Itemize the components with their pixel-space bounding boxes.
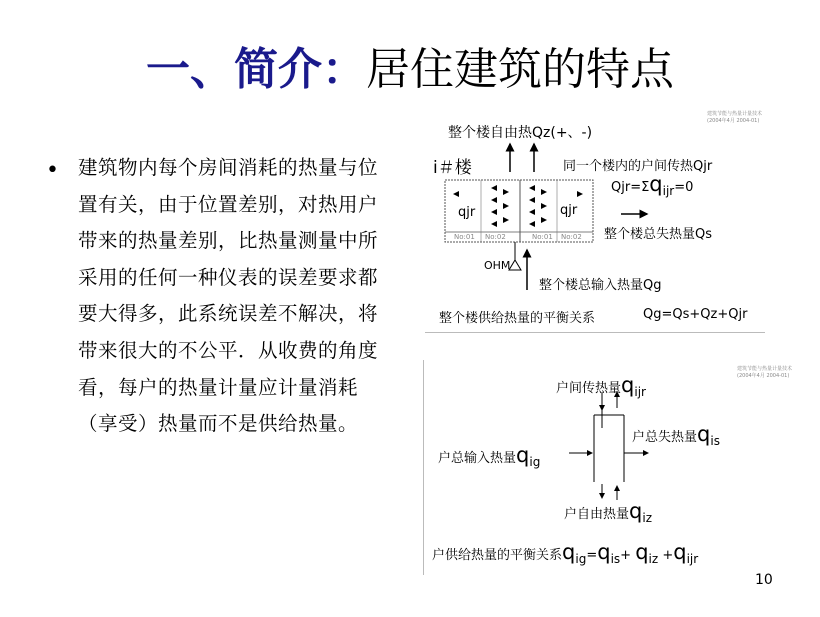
household-free-sub: iz — [642, 511, 652, 525]
balance-term-2-sub: is — [610, 552, 621, 566]
balance-term-2-q: q — [597, 540, 611, 564]
building-outline — [445, 180, 593, 242]
page-title — [0, 42, 820, 98]
building-heat-balance-diagram — [425, 100, 765, 333]
balance-q-symbol: q — [649, 172, 663, 196]
building-diagram-graphics — [425, 100, 765, 332]
balance-term-1-op: = — [586, 548, 598, 563]
unit-label-4: No:02 — [561, 233, 582, 241]
unit-label-3: No:01 — [532, 233, 553, 241]
household-loss-q: q — [697, 422, 711, 446]
household-loss-text: 户总失热量 — [632, 430, 698, 445]
household-transfer-q: q — [621, 373, 635, 397]
internal-transfer-label: 同一个楼内的户间传热Qjr — [563, 159, 713, 174]
household-loss-sub: is — [710, 434, 720, 448]
building-input-label: 整个楼总输入热量Qg — [539, 278, 662, 293]
household-free-text: 户自由热量 — [564, 507, 630, 522]
ohm-label: OHM — [484, 259, 511, 272]
balance-term-3-sub: iz — [648, 552, 659, 566]
household-transfer-text: 户间传热量 — [556, 381, 622, 396]
figure2-caption-line1: 建筑节能与热量计量技术 — [737, 366, 793, 372]
bullet-marker: • — [46, 158, 59, 183]
building-loss-label: 整个楼总失热量Qs — [604, 227, 713, 242]
balance-term-3-op: + — [662, 548, 674, 563]
heat-meter-symbol — [509, 260, 521, 270]
household-diagram-graphics — [424, 360, 800, 575]
figure1-caption-line2: (2004年4月 2004-01) — [707, 118, 760, 124]
title-accent: 一、简介： — [146, 44, 366, 95]
household-balance-label: 户供给热量的平衡关系 — [432, 548, 563, 563]
qjr-left-label: qjr — [458, 205, 476, 220]
household-free-q: q — [629, 499, 643, 523]
balance-term-3-q: q — [635, 540, 649, 564]
qjr-right-label: qjr — [560, 203, 578, 218]
household-input-sub: ig — [529, 455, 541, 469]
building-id-label: i＃楼 — [433, 158, 472, 178]
household-input-text: 户总输入热量 — [438, 451, 517, 466]
balance-term-1-sub: ig — [575, 552, 587, 566]
household-transfer-sub: ijr — [634, 385, 646, 399]
balance-term-4-sub: ijr — [686, 552, 699, 566]
figure2-caption-line2: (2004年4月 2004-01) — [737, 373, 790, 379]
household-heat-balance-diagram — [423, 360, 800, 575]
building-supply-balance-label: 整个楼供给热量的平衡关系 — [439, 311, 596, 326]
title-main: 居住建筑的特点 — [366, 44, 674, 95]
page-number: 10 — [755, 572, 773, 588]
bullet-paragraph: 建筑物内每个房间消耗的热量与位置有关，由于位置差别，对热用户带来的热量差别，比热量测量中所采用的任何一种仪表的误差要求都要大得多，此系统误差不解决，将带来很大的不公平．从收费的角度看，每户的热量计量应计量消耗（享受）热量而不是供给热量。 — [78, 156, 379, 436]
unit-label-2: No:02 — [485, 233, 506, 241]
balance-term-2-op: + — [620, 548, 632, 563]
household-input-q: q — [516, 443, 530, 467]
balance-equation-suffix: =0 — [674, 180, 694, 195]
building-free-heat-label: 整个楼自由热Qz(+、-) — [448, 125, 593, 141]
balance-q-subscript: ijr — [662, 184, 675, 198]
balance-equation-prefix: Qjr=Σ — [611, 180, 650, 195]
balance-term-1-q: q — [562, 540, 576, 564]
unit-label-1: No:01 — [454, 233, 475, 241]
internal-transfer-arrows — [453, 185, 583, 227]
building-supply-equation: Qg=Qs+Qz+Qjr — [643, 307, 748, 322]
balance-term-4-q: q — [673, 540, 687, 564]
figure1-caption-line1: 建筑节能与热量计量技术 — [707, 111, 763, 117]
